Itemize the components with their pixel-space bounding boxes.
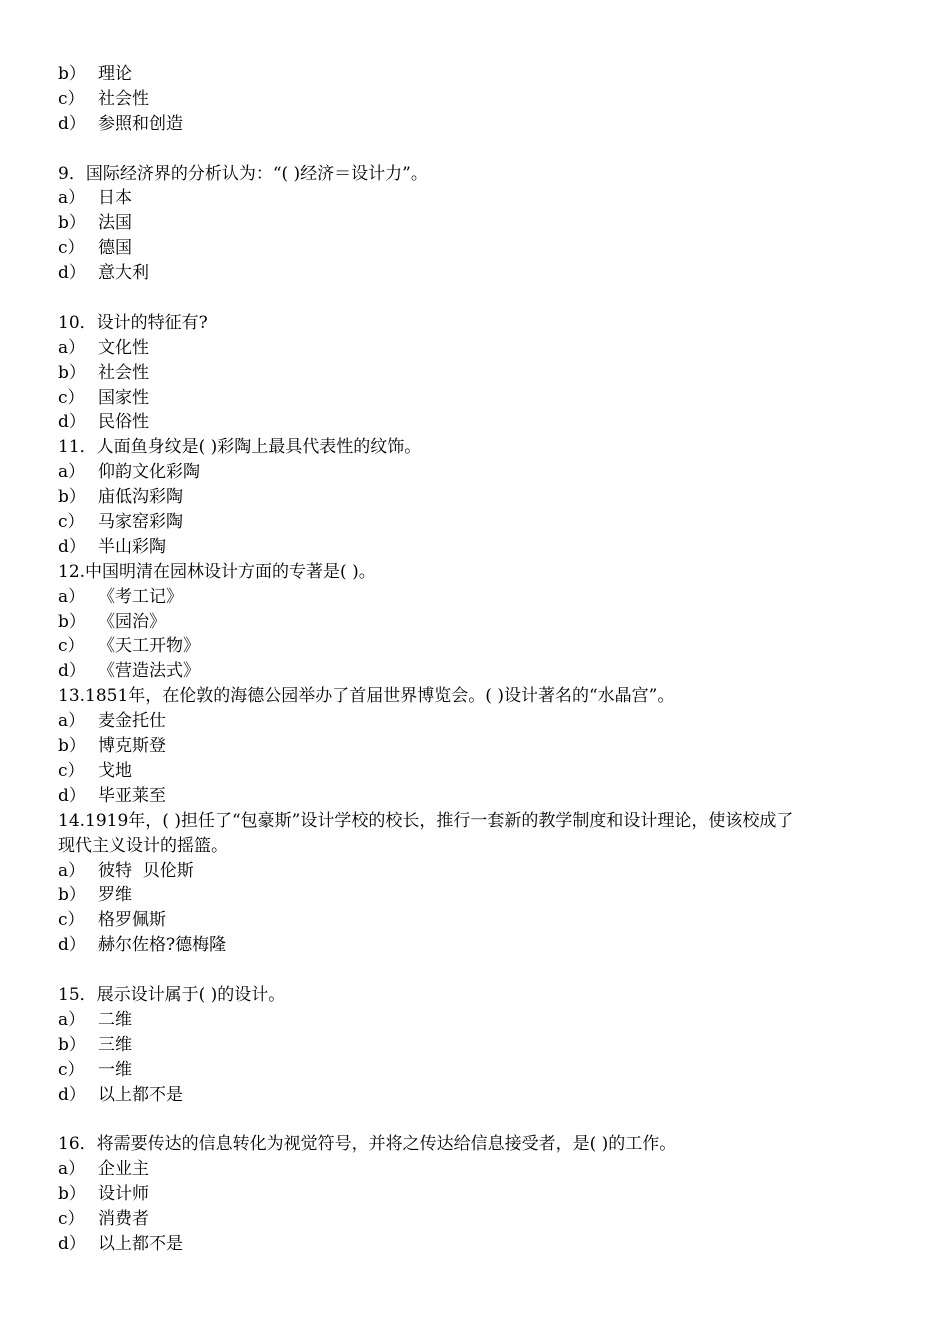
option-row [58, 1058, 898, 1083]
option-row [58, 859, 898, 884]
option-text: 《营造法式》 [98, 661, 200, 682]
option-text: 以上都不是 [98, 1233, 183, 1254]
option-row [58, 1207, 898, 1232]
option-letter: d） [58, 536, 86, 557]
option-row [58, 659, 898, 684]
option-letter: c） [58, 1208, 85, 1229]
option-text: 彼特 贝伦斯 [98, 860, 194, 881]
question-text: 12.中国明清在园林设计方面的专著是( )。 [58, 561, 376, 582]
question-text: 14.1919年，( )担任了“包豪斯”设计学校的校长，推行一套新的教学制度和设计理论，使该校成了 [58, 810, 794, 831]
option-row [58, 236, 898, 261]
option-letter: a） [58, 860, 86, 881]
option-letter: c） [58, 910, 85, 931]
option-row [58, 87, 898, 112]
option-letter: a） [58, 188, 86, 209]
option-letter: b） [58, 885, 86, 906]
option-text: 法国 [98, 213, 132, 234]
option-text: 设计师 [98, 1184, 149, 1205]
option-letter: d） [58, 935, 86, 956]
option-text: 社会性 [98, 88, 149, 109]
option-letter: d） [58, 412, 86, 433]
option-row [58, 386, 898, 411]
document-page [58, 62, 898, 1257]
intro-options [58, 62, 898, 137]
option-letter: c） [58, 636, 85, 657]
question-text: 10．设计的特征有? [58, 312, 208, 333]
option-row [58, 784, 898, 809]
option-text: 理论 [98, 64, 132, 84]
option-row [58, 485, 898, 510]
option-letter: d） [58, 785, 86, 806]
option-row [58, 510, 898, 535]
option-row [58, 1033, 898, 1058]
option-text: 三维 [98, 1034, 132, 1055]
option-row [58, 62, 898, 87]
question-12 [58, 560, 898, 684]
option-letter: c） [58, 1059, 85, 1080]
option-letter: b） [58, 487, 86, 508]
option-row [58, 1182, 898, 1207]
question-13 [58, 684, 898, 808]
option-text: 戈地 [98, 760, 132, 781]
option-text: 格罗佩斯 [98, 910, 166, 931]
option-text: 《考工记》 [98, 586, 183, 607]
option-letter: b） [58, 213, 86, 234]
option-letter: c） [58, 387, 85, 408]
question-10 [58, 311, 898, 435]
option-text: 二维 [98, 1009, 132, 1030]
option-text: 文化性 [98, 337, 149, 358]
question-text: 13.1851年，在伦敦的海德公园举办了首届世界博览会。( )设计著名的“水晶宫”。 [58, 686, 675, 707]
option-row [58, 933, 898, 958]
question-15 [58, 983, 898, 1107]
option-row [58, 883, 898, 908]
option-text: 消费者 [98, 1208, 149, 1229]
spacer [58, 958, 898, 983]
option-text: 罗维 [98, 885, 132, 906]
option-letter: c） [58, 760, 85, 781]
option-text: 意大利 [98, 263, 149, 284]
option-row [58, 361, 898, 386]
option-letter: d） [58, 1084, 86, 1105]
spacer [58, 286, 898, 311]
question-text-continued: 现代主义设计的摇篮。 [58, 835, 228, 856]
option-row [58, 585, 898, 610]
option-row [58, 535, 898, 560]
option-row [58, 1083, 898, 1108]
option-row [58, 1008, 898, 1033]
question-9 [58, 162, 898, 286]
question-text: 11．人面鱼身纹是( )彩陶上最具代表性的纹饰。 [58, 437, 422, 458]
option-row [58, 1232, 898, 1257]
option-text: 民俗性 [98, 412, 149, 433]
option-text: 庙低沟彩陶 [98, 487, 183, 508]
option-letter: b） [58, 362, 86, 383]
spacer [58, 137, 898, 162]
question-text: 9．国际经济界的分析认为：“( )经济＝设计力”。 [58, 163, 428, 184]
option-row [58, 1157, 898, 1182]
option-text: 企业主 [98, 1159, 149, 1180]
question-14 [58, 809, 898, 958]
option-text: 社会性 [98, 362, 149, 383]
option-text: 赫尔佐格?德梅隆 [98, 935, 227, 956]
option-letter: d） [58, 661, 86, 682]
option-letter: c） [58, 512, 85, 533]
option-row [58, 410, 898, 435]
option-text: 麦金托仕 [98, 711, 166, 732]
question-text: 16．将需要传达的信息转化为视觉符号，并将之传达给信息接受者，是( )的工作。 [58, 1134, 677, 1155]
option-letter: b） [58, 1034, 86, 1055]
option-letter: d） [58, 263, 86, 284]
option-row [58, 908, 898, 933]
spacer [58, 1107, 898, 1132]
option-letter: a） [58, 586, 86, 607]
option-text: 一维 [98, 1059, 132, 1080]
option-text: 马家窑彩陶 [98, 512, 183, 533]
option-text: 《天工开物》 [98, 636, 200, 657]
option-text: 日本 [98, 188, 132, 209]
option-letter: c） [58, 88, 85, 109]
option-row [58, 336, 898, 361]
option-text: 《园治》 [98, 611, 166, 632]
option-letter: a） [58, 1009, 86, 1030]
option-letter: b） [58, 1184, 86, 1205]
option-letter: d） [58, 113, 86, 134]
option-letter: b） [58, 736, 86, 757]
option-row [58, 211, 898, 236]
option-row [58, 186, 898, 211]
option-letter: a） [58, 337, 86, 358]
question-text: 15．展示设计属于( )的设计。 [58, 984, 286, 1005]
option-letter: a） [58, 462, 86, 483]
option-letter: c） [58, 238, 85, 259]
option-row [58, 460, 898, 485]
option-text: 国家性 [98, 387, 149, 408]
option-text: 参照和创造 [98, 113, 183, 134]
question-16 [58, 1132, 898, 1256]
option-row [58, 734, 898, 759]
option-text: 仰韵文化彩陶 [98, 462, 200, 483]
option-letter: a） [58, 711, 86, 732]
option-row [58, 610, 898, 635]
option-text: 以上都不是 [98, 1084, 183, 1105]
option-text: 博克斯登 [98, 736, 166, 757]
option-letter: b） [58, 611, 86, 632]
option-row [58, 634, 898, 659]
option-row [58, 112, 898, 137]
question-11 [58, 435, 898, 559]
option-text: 半山彩陶 [98, 536, 166, 557]
option-text: 毕亚莱至 [98, 785, 166, 806]
option-letter: b） [58, 64, 86, 84]
option-text: 德国 [98, 238, 132, 259]
option-letter: a） [58, 1159, 86, 1180]
option-row [58, 709, 898, 734]
option-letter: d） [58, 1233, 86, 1254]
option-row [58, 759, 898, 784]
option-row [58, 261, 898, 286]
